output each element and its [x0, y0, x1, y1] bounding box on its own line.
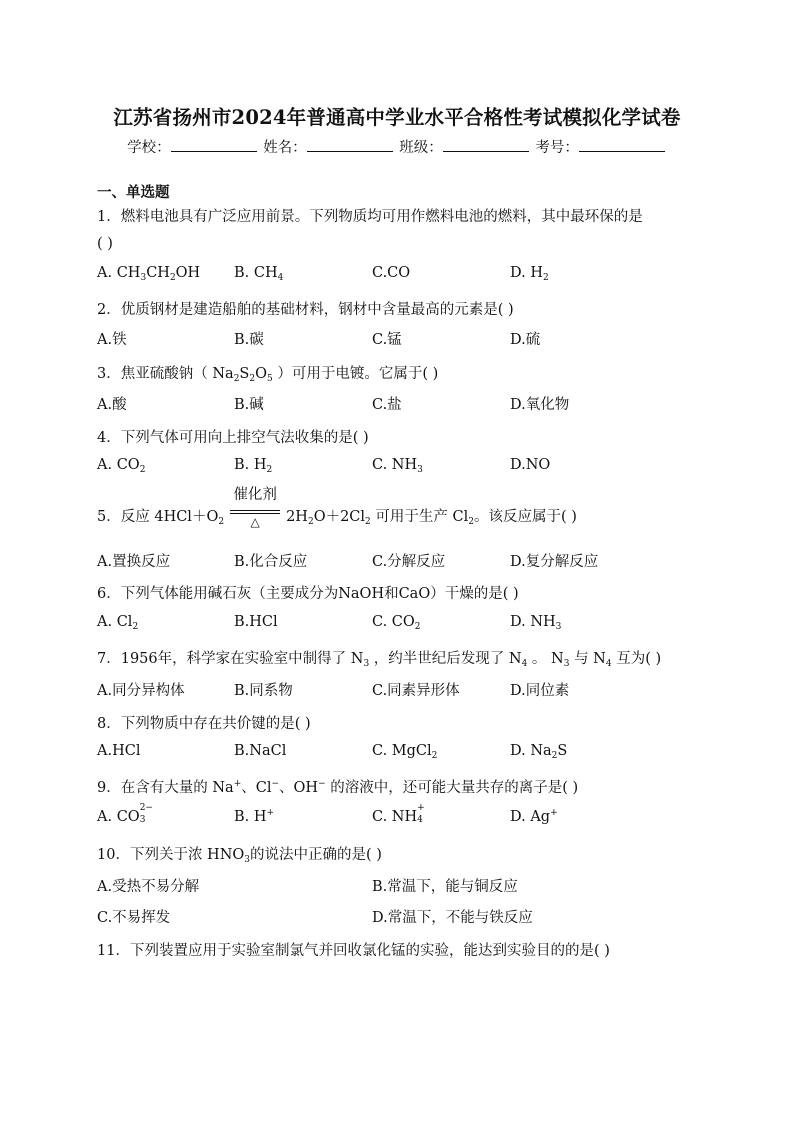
question-4-stem: 4．下列气体可用向上排空气法收集的是( )	[97, 430, 369, 446]
question-8-stem: 8．下列物质中存在共价键的是( )	[97, 716, 311, 732]
school-blank[interactable]	[171, 137, 257, 152]
q2-option-d[interactable]: D.硫	[510, 332, 541, 348]
q5-option-a[interactable]: A.置换反应	[97, 554, 171, 570]
q3-option-c[interactable]: C.盐	[372, 397, 402, 413]
question-1-stem-cont: ( )	[97, 236, 113, 252]
q1-option-b[interactable]: B. $CH_4$	[234, 265, 284, 283]
question-1-stem: 1．燃料电池具有广泛应用前景。下列物质均可用作燃料电池的燃料，其中最环保的是	[97, 209, 643, 225]
q2-option-c[interactable]: C.锰	[372, 332, 402, 348]
q9-option-b[interactable]: B. H+	[234, 808, 275, 825]
q3-option-b[interactable]: B.碱	[234, 397, 264, 413]
q3-option-d[interactable]: D.氧化物	[510, 397, 570, 413]
q7-option-c[interactable]: C.同素异形体	[372, 683, 460, 699]
q4-option-a[interactable]: A. $CO_2$	[97, 457, 146, 475]
question-6-stem: 6．下列气体能用碱石灰（主要成分为NaOH和CaO）干燥的是( )	[97, 586, 519, 602]
q6-option-a[interactable]: A. $Cl_2$	[97, 614, 139, 632]
question-9-stem: 9．在含有大量的 Na+、Cl−、OH− 的溶液中，还可能大量共存的离子是( )	[97, 779, 579, 796]
q1-option-a[interactable]: A. $CH_3CH_2OH$	[97, 265, 201, 283]
number-label: 考号：	[535, 140, 579, 156]
name-blank[interactable]	[307, 137, 393, 152]
question-3-stem: 3．焦亚硫酸钠（ $Na_2S_2O_5$ ）可用于电镀。它属于( )	[97, 366, 439, 384]
q8-option-a[interactable]: A.HCl	[97, 743, 141, 759]
question-11-stem: 11．下列装置应用于实验室制氯气并回收氯化锰的实验，能达到实验目的的是( )	[97, 943, 610, 959]
name-label: 姓名：	[263, 140, 307, 156]
q4-option-b[interactable]: B. $H_2$	[234, 457, 273, 475]
q9-option-d[interactable]: D. Ag+	[510, 808, 558, 825]
question-10-stem: 10．下列关于浓 $HNO_3$的说法中正确的是( )	[97, 847, 382, 865]
q5-option-d[interactable]: D.复分解反应	[510, 554, 599, 570]
q7-option-b[interactable]: B.同系物	[234, 683, 293, 699]
q4-option-c[interactable]: C. $NH_3$	[372, 457, 423, 475]
q8-option-b[interactable]: B.NaCl	[234, 743, 287, 759]
q9-option-a[interactable]: A. CO 2− 3	[97, 803, 153, 825]
class-label: 班级：	[399, 140, 443, 156]
student-info-line	[0, 136, 794, 157]
q10-option-b[interactable]: B.常温下，能与铜反应	[372, 879, 518, 895]
q5-option-b[interactable]: B.化合反应	[234, 554, 308, 570]
q2-option-b[interactable]: B.碳	[234, 332, 264, 348]
q7-option-d[interactable]: D.同位素	[510, 683, 570, 699]
q3-option-a[interactable]: A.酸	[97, 397, 127, 413]
class-blank[interactable]	[443, 137, 529, 152]
q10-option-d[interactable]: D.常温下，不能与铁反应	[372, 910, 533, 926]
q10-option-c[interactable]: C.不易挥发	[97, 910, 171, 926]
q6-option-c[interactable]: C. $CO_2$	[372, 614, 421, 632]
q1-option-d[interactable]: D. $H_2$	[510, 265, 549, 283]
q9-option-c[interactable]: C. NH + 4	[372, 803, 425, 825]
page-title: 江苏省扬州市2024年普通高中学业水平合格性考试模拟化学试卷	[113, 106, 681, 129]
question-2-stem: 2．优质钢材是建造船舶的基础材料，钢材中含量最高的元素是( )	[97, 302, 514, 318]
q6-option-b[interactable]: B.HCl	[234, 614, 278, 630]
q5-option-c[interactable]: C.分解反应	[372, 554, 446, 570]
q8-option-d[interactable]: D. $Na_2S$	[510, 743, 568, 761]
q2-option-a[interactable]: A.铁	[97, 332, 127, 348]
number-blank[interactable]	[579, 137, 665, 152]
school-label: 学校：	[127, 140, 171, 156]
q1-option-c[interactable]: C.CO	[372, 265, 411, 281]
question-5-stem: 5．反应 $4HCl+O_2$ 催化剂 △ $2H_2O+2Cl_2$ 可用于生产 $Cl_2$。该反应属于( )	[97, 487, 577, 529]
question-7-stem: 7．1956年，科学家在实验室中制得了 $N_3$ ，约半世纪后发现了 $N_4$ 。 $N_3$ 与 $N_4$ 互为( )	[97, 651, 662, 669]
reaction-condition: 催化剂 △	[226, 505, 284, 521]
q8-option-c[interactable]: C. MgCl$_2$	[372, 743, 438, 761]
q6-option-d[interactable]: D. $NH_3$	[510, 614, 562, 632]
q10-option-a[interactable]: A.受热不易分解	[97, 879, 200, 895]
q7-option-a[interactable]: A.同分异构体	[97, 683, 185, 699]
section-heading: 一、单选题	[97, 184, 170, 201]
q4-option-d[interactable]: D.NO	[510, 457, 551, 473]
